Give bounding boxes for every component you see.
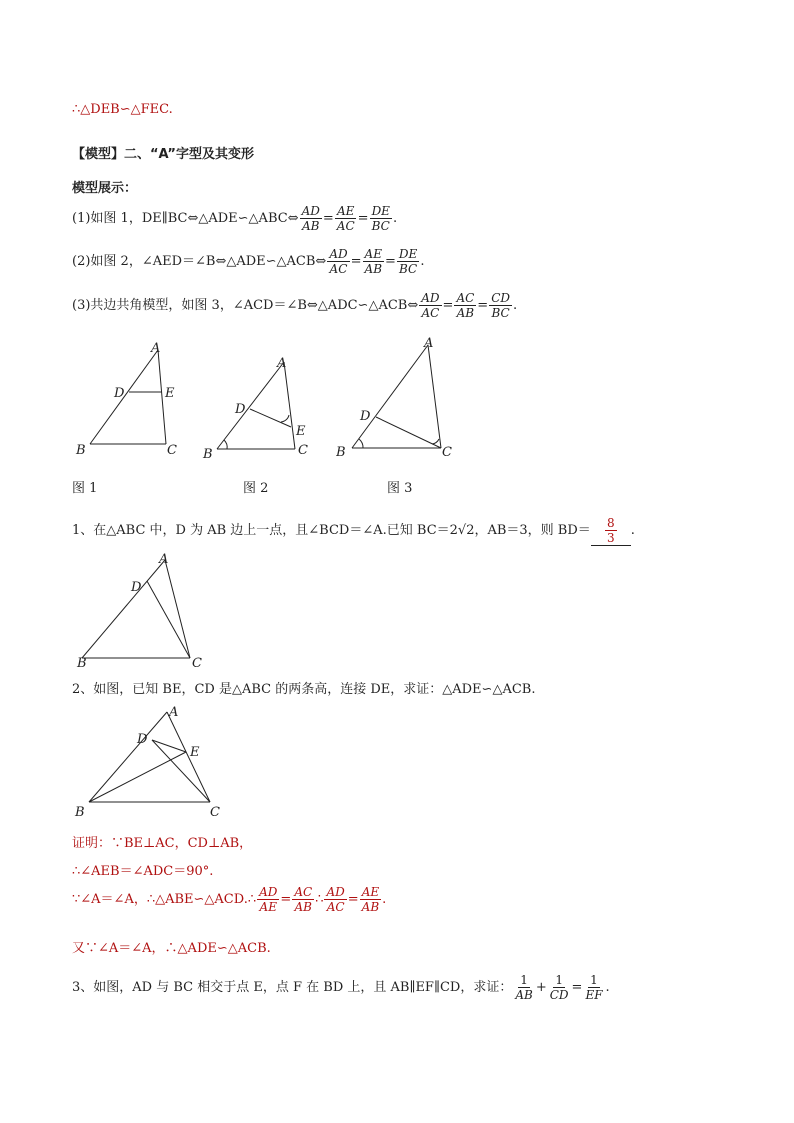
- label-A: A: [151, 341, 161, 356]
- proof-line-2: ∴∠AEB＝∠ADC＝90°.: [72, 864, 214, 879]
- fraction: $\frac{AD}{AB}$: [301, 204, 320, 233]
- model-item-1-text: (1)如图 1，DE∥BC⇔△ADE∽△ABC⇔: [72, 211, 299, 226]
- model-item-2: (2)如图 2，∠AED＝∠B⇔△ADE∽△ACB⇔ $\frac{AD}{AC}$ = $\frac{AE}{AB}$ = $\frac{DE}{BC}$ .: [72, 247, 425, 276]
- fraction: $\frac{AD}{AC}$: [326, 885, 345, 914]
- proof-line-4: 又∵∠A＝∠A，∴△ADE∽△ACB.: [72, 941, 271, 956]
- label-C: C: [210, 805, 220, 820]
- figure-4: [68, 548, 208, 673]
- label-C: C: [298, 443, 308, 458]
- fraction: $\frac{DE}{BC}$: [371, 204, 390, 233]
- figure-2-caption: 图 2: [243, 481, 269, 496]
- question-1: 1、在△ABC 中，D 为 AB 边上一点，且∠BCD＝∠A.已知 BC＝2√2，AB＝3，则 BD＝ $\frac{8}{3}$ .: [72, 516, 635, 545]
- label-E: E: [165, 386, 175, 401]
- label-D: D: [131, 580, 142, 595]
- label-A: A: [169, 705, 179, 720]
- question-3: 3、如图，AD 与 BC 相交于点 E，点 F 在 BD 上，且 AB∥EF∥CD，求证： $\frac{1}{AB}$ + $\frac{1}{CD}$ = $\frac{1}{EF}$ .: [72, 973, 610, 1002]
- fraction: $\frac{CD}{BC}$: [491, 291, 511, 320]
- figure-2: [198, 352, 318, 467]
- label-D: D: [235, 402, 246, 417]
- fraction: $\frac{AE}{AB}$: [361, 885, 380, 914]
- label-B: B: [203, 447, 213, 462]
- label-B: B: [336, 445, 346, 460]
- label-B: B: [76, 443, 86, 458]
- fraction: $\frac{1}{EF}$: [585, 973, 603, 1002]
- model-item-3-text: (3)共边共角模型，如图 3，∠ACD＝∠B⇔△ADC∽△ACB⇔: [72, 298, 419, 313]
- model-show-label: 模型展示：: [72, 181, 138, 196]
- proof-line-1: 证明：∵BE⊥AC，CD⊥AB，: [72, 836, 253, 851]
- label-D: D: [137, 732, 148, 747]
- fraction: $\frac{AD}{AC}$: [329, 247, 348, 276]
- label-B: B: [75, 805, 85, 820]
- model-item-1: (1)如图 1，DE∥BC⇔△ADE∽△ABC⇔ $\frac{AD}{AB}$ = $\frac{AE}{AC}$ = $\frac{DE}{BC}$ .: [72, 204, 398, 233]
- proof-line-3: ∵∠A＝∠A，∴△ABE∽△ACD.∴ $\frac{AD}{AE}$ = $\frac{AC}{AB}$ ∴ $\frac{AD}{AC}$ = $\frac{AE}{AB}$ .: [72, 885, 387, 914]
- question-3-text: 3、如图，AD 与 BC 相交于点 E，点 F 在 BD 上，且 AB∥EF∥CD，求证：: [72, 980, 513, 995]
- label-C: C: [192, 656, 202, 671]
- label-A: A: [159, 552, 169, 567]
- label-C: C: [442, 445, 452, 460]
- label-C: C: [167, 443, 177, 458]
- section-title: 【模型】二、“A”字型及其变形: [72, 147, 254, 162]
- label-E: E: [296, 424, 306, 439]
- fraction: $\frac{AD}{AC}$: [421, 291, 440, 320]
- fraction: $\frac{1}{AB}$: [515, 973, 533, 1002]
- previous-conclusion: ∴△DEB∽△FEC.: [72, 102, 173, 117]
- figure-3: [336, 335, 461, 465]
- fraction: $\frac{DE}{BC}$: [398, 247, 418, 276]
- fraction: $\frac{AE}{AB}$: [364, 247, 383, 276]
- fraction: $\frac{AC}{AB}$: [294, 885, 313, 914]
- figure-1: [70, 340, 200, 465]
- fraction: $\frac{1}{CD}$: [549, 973, 569, 1002]
- figure-3-caption: 图 3: [387, 481, 413, 496]
- model-item-3: (3)共边共角模型，如图 3，∠ACD＝∠B⇔△ADC∽△ACB⇔ $\frac{AD}{AC}$ = $\frac{AC}{AB}$ = $\frac{CD}{BC}$ .: [72, 291, 518, 320]
- fraction: $\frac{AD}{AE}$: [259, 885, 278, 914]
- figure-5: [72, 700, 232, 820]
- question-1-answer: $\frac{8}{3}$: [591, 516, 631, 546]
- question-2: 2、如图，已知 BE，CD 是△ABC 的两条高，连接 DE，求证：△ADE∽△ACB.: [72, 682, 536, 697]
- label-B: B: [77, 656, 87, 671]
- label-A: A: [424, 336, 434, 351]
- model-item-2-text: (2)如图 2，∠AED＝∠B⇔△ADE∽△ACB⇔: [72, 254, 327, 269]
- label-D: D: [360, 409, 371, 424]
- figure-1-caption: 图 1: [72, 481, 98, 496]
- label-E: E: [190, 745, 200, 760]
- label-D: D: [114, 386, 125, 401]
- question-1-text: 1、在△ABC 中，D 为 AB 边上一点，且∠BCD＝∠A.已知 BC＝2√2，AB＝3，则 BD＝: [72, 523, 591, 538]
- label-A: A: [277, 356, 287, 371]
- fraction: $\frac{AE}{AC}$: [336, 204, 355, 233]
- fraction: $\frac{AC}{AB}$: [456, 291, 475, 320]
